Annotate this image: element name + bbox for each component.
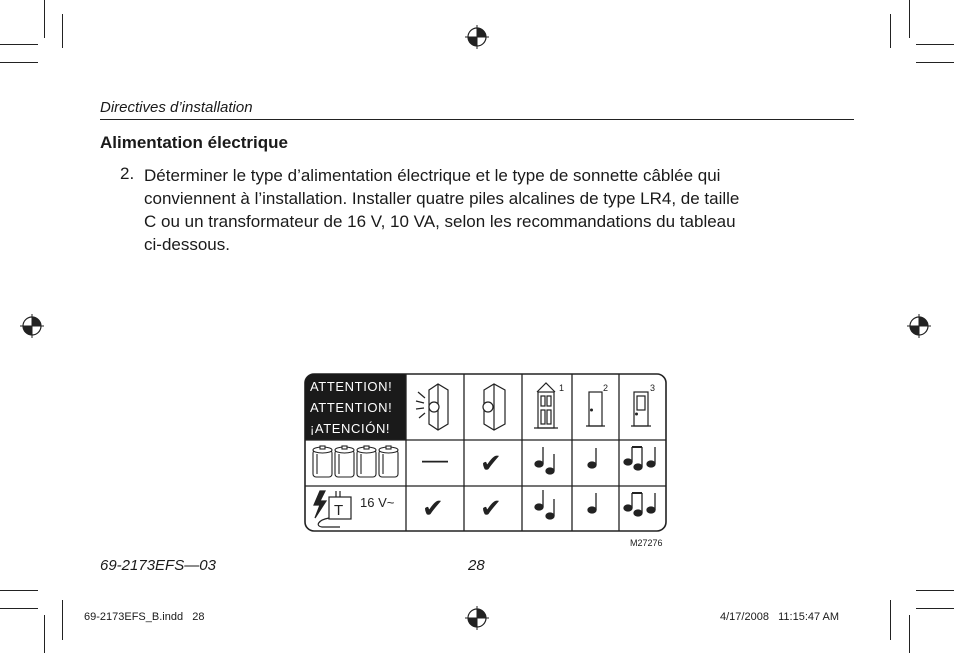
door-number-3: 3: [650, 383, 656, 393]
document-number: 69-2173EFS—03: [100, 557, 216, 574]
not-supported-dash: —: [422, 444, 448, 474]
step-number: 2.: [120, 164, 135, 183]
crop-mark: [909, 0, 910, 38]
crop-mark: [0, 44, 38, 45]
figure-code: M27276: [630, 538, 663, 548]
running-header: Directives d’installation: [100, 99, 253, 116]
check-mark: ✔: [422, 493, 444, 523]
crop-mark: [0, 608, 38, 609]
warning-text-3: ¡ATENCIÓN!: [310, 421, 391, 436]
registration-mark-icon: [907, 314, 931, 338]
crop-mark: [890, 14, 891, 48]
step-line: conviennent à l’installation. Installer quatre piles alcalines de type LR4, de taille: [144, 189, 740, 208]
crop-mark: [62, 600, 63, 640]
step-paragraph: [144, 164, 864, 256]
crop-mark: [44, 615, 45, 653]
check-mark: ✔: [480, 448, 502, 478]
registration-mark-icon: [465, 606, 489, 630]
slug-filename: 69-2173EFS_B.indd 28: [84, 611, 205, 623]
header-rule: [100, 119, 854, 120]
crop-mark: [0, 590, 38, 591]
slug-timestamp: 4/17/2008 11:15:47 AM: [720, 611, 840, 623]
warning-text-1: ATTENTION!: [310, 379, 393, 394]
crop-mark: [916, 44, 954, 45]
crop-mark: [916, 62, 954, 63]
crop-mark: [909, 615, 910, 653]
step-line: C ou un transformateur de 16 V, 10 VA, selon les recommandations du tableau: [144, 212, 736, 231]
crop-mark: [44, 0, 45, 38]
power-chime-compatibility-figure: [300, 370, 670, 536]
check-mark: ✔: [480, 493, 502, 523]
section-title: Alimentation électrique: [100, 133, 288, 152]
step-line: Déterminer le type d’alimentation électrique et le type de sonnette câblée qui: [144, 166, 721, 185]
crop-mark: [890, 600, 891, 640]
crop-mark: [916, 590, 954, 591]
step-line: ci-dessous.: [144, 235, 230, 254]
transformer-letter: T: [334, 502, 344, 519]
registration-mark-icon: [20, 314, 44, 338]
crop-mark: [62, 14, 63, 48]
door-number-1: 1: [559, 383, 565, 393]
crop-mark: [0, 62, 38, 63]
transformer-voltage-label: 16 V~: [360, 495, 395, 510]
warning-text-2: ATTENTION!: [310, 400, 393, 415]
registration-mark-icon: [465, 25, 489, 49]
page-number: 28: [468, 557, 485, 574]
crop-mark: [916, 608, 954, 609]
door-number-2: 2: [603, 383, 609, 393]
